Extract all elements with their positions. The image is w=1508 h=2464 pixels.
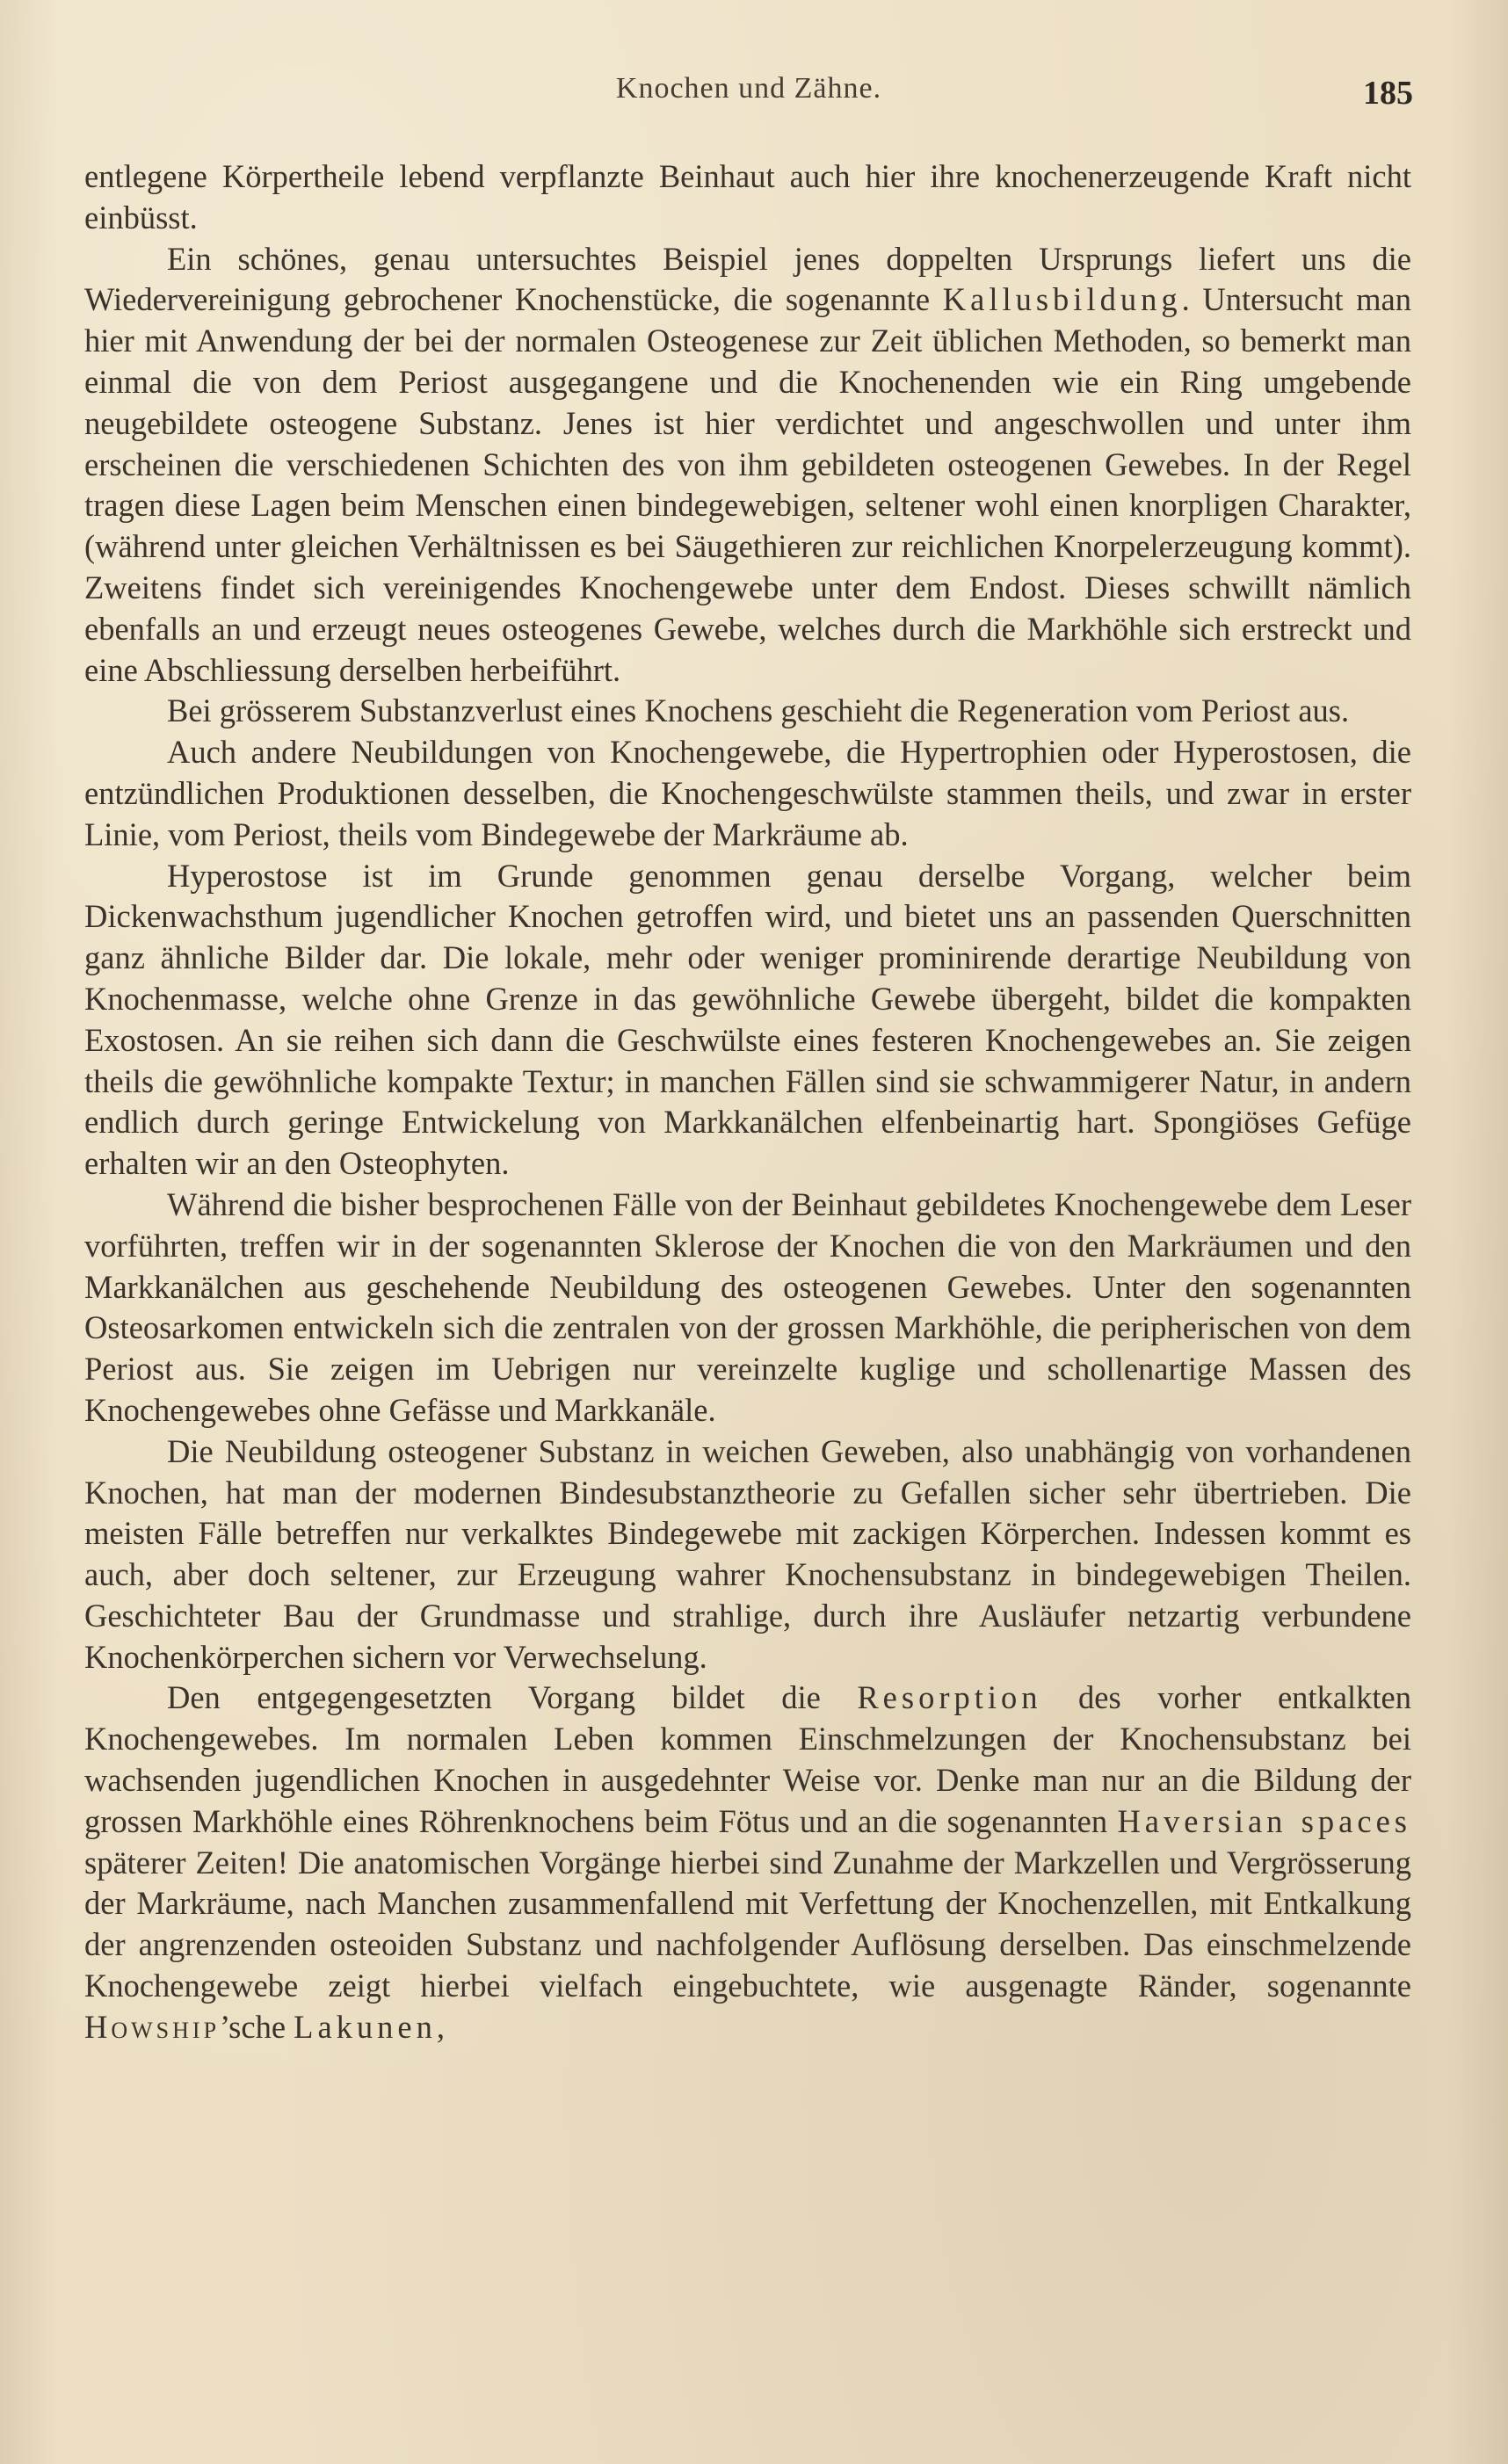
paragraph-text: Hyperostose ist im Grunde genommen genau derselbe Vorgang, welcher beim Dickenwachsthum jugendlicher Knochen getroffen wird, und bietet uns an passenden Querschnitten ganz ähnliche Bilder dar. Die lokale, mehr oder weniger prominirende derartige Neubildung von Knochenmasse, welche ohne Grenze in das gewöhnliche Gewebe übergeht, bildet die kompakten Exostosen. An sie reihen sich dann die Geschwülste eines festeren Knochengewebes an. Sie zeigen theils die gewöhnliche kompakte Textur; in manchen Fällen sind sie schwammigerer Natur, in andern endlich durch geringe Entwickelung von Markkanälchen elfenbeinartig hart. Spongiöses Gefüge erhalten wir an den Osteophyten. [84,857,1411,1182]
paragraph-text: , [436,2008,445,2045]
paragraph-text: . Untersucht man hier mit Anwendung der bei der normalen Osteogenese zur Zeit üblichen Methoden, so bemerkt man einmal die von dem Periost ausgegangene und die Knochenenden wie ein Ring umgebende neugebildete osteogene Substanz. Jenes ist hier verdichtet und angeschwollen und unter ihm erscheinen die verschiedenen Schichten des von ihm gebildeten osteogenen Gewebes. In der Regel tragen diese Lagen beim Menschen einen bindegewebigen, seltener wohl einen knorpligen Charakter, (während unter gleichen Verhältnissen es bei Säugethieren zur reichlichen Knorpelerzeugung kommt). Zweitens findet sich vereinigendes Knochengewebe unter dem Endost. Dieses schwillt nämlich ebenfalls an und erzeugt neues osteogenes Gewebe, welches durch die Markhöhle sich erstreckt und eine Abschliessung derselben herbeiführt. [84,281,1411,688]
paragraph-text: Den entgegengesetzten Vorgang bildet die [167,1679,858,1716]
paragraph-text: Ein schönes, genau untersuchtes Beispiel jenes doppelten Ursprungs liefert uns die Wiedervereinigung gebrochener Knochenstücke, die sogenannte [84,240,1411,318]
paragraph-text: Bei grösserem Substanzverlust eines Knochens geschieht die Regeneration vom Periost aus. [167,692,1350,729]
body-text [84,156,1411,2048]
paragraph-neubildungen [84,732,1411,855]
author-name-howship: Howship [84,2008,221,2045]
paragraph-continuation [84,156,1411,239]
emphasized-term-kallusbildung: Kallusbildung [942,281,1182,318]
emphasized-term-lakunen: Lakunen [294,2008,437,2045]
paragraph-resorption [84,1678,1411,2047]
emphasized-term-resorption: Resorption [857,1679,1042,1716]
paragraph-text: späterer Zeiten! Die anatomischen Vorgänge hierbei sind Zunahme der Markzellen und Vergrösserung der Markräume, nach Manchen zusammenfallend mit Verfettung der Knochenzellen, mit Entkalkung der angrenzenden osteoiden Substanz und nachfolgender Auflösung derselben. Das einschmelzende Knochengewebe zeigt hierbei vielfach eingebuchtete, wie ausgenagte Ränder, sogenannte [84,1844,1411,2004]
paragraph-text: Während die bisher besprochenen Fälle von der Beinhaut gebildetes Knochengewebe dem Leser vorführten, treffen wir in der sogenannten Sklerose der Knochen die von den Markräumen und den Markkanälchen aus geschehende Neubildung des osteogenen Gewebes. Unter den sogenannten Osteosarkomen entwickeln sich die zentralen von der grossen Markhöhle, die peripherischen von dem Periost aus. Sie zeigen im Uebrigen nur vereinzelte kuglige und schollenartige Massen des Knochengewebes ohne Gefässe und Markkanäle. [84,1185,1411,1428]
running-header [84,72,1413,116]
paragraph-text: entlegene Körpertheile lebend verpflanzte Beinhaut auch hier ihre knochenerzeugende Kraft nicht einbüsst. [84,158,1411,236]
paragraph-text: Die Neubildung osteogener Substanz in weichen Geweben, also unabhängig von vorhandenen Knochen, hat man der modernen Bindesubstanztheorie zu Gefallen sicher sehr übertrieben. Die meisten Fälle betreffen nur verkalktes Bindegewebe mit zackigen Körperchen. Indessen kommt es auch, aber doch seltener, zur Erzeugung wahrer Knochensubstanz in bindegewebigen Theilen. Geschichteter Bau der Grundmasse und strahlige, durch ihre Ausläufer netzartig verbundene Knochenkörperchen sichern vor Verwechselung. [84,1432,1411,1675]
paragraph-text: ’sche [220,2008,294,2045]
emphasized-term-haversian-spaces: Haversian spaces [1117,1802,1411,1839]
page-number: 185 [1363,75,1413,112]
paragraph-sklerose [84,1185,1411,1431]
paragraph-hyperostose [84,856,1411,1185]
paragraph-text: des vorher entkalkten Knochengewebes. Im normalen Leben kommen Einschmelzungen der Knochensubstanz bei wachsenden jugendlichen Knochen in ausgedehnter Weise vor. Denke man nur an die Bildung der grossen Markhöhle eines Röhrenknochens beim Fötus und an die sogenannten [84,1679,1411,1839]
paragraph-text: Auch andere Neubildungen von Knochengewebe, die Hypertrophien oder Hyperostosen, die entzündlichen Produktionen desselben, die Knochengeschwülste stammen theils, und zwar in erster Linie, vom Periost, theils vom Bindegewebe der Markräume ab. [84,734,1411,852]
paragraph-kallusbildung [84,239,1411,692]
paragraph-weiche-gewebe [84,1431,1411,1678]
running-title: Knochen und Zähne. [615,72,882,105]
paragraph-substanzverlust [84,691,1411,732]
